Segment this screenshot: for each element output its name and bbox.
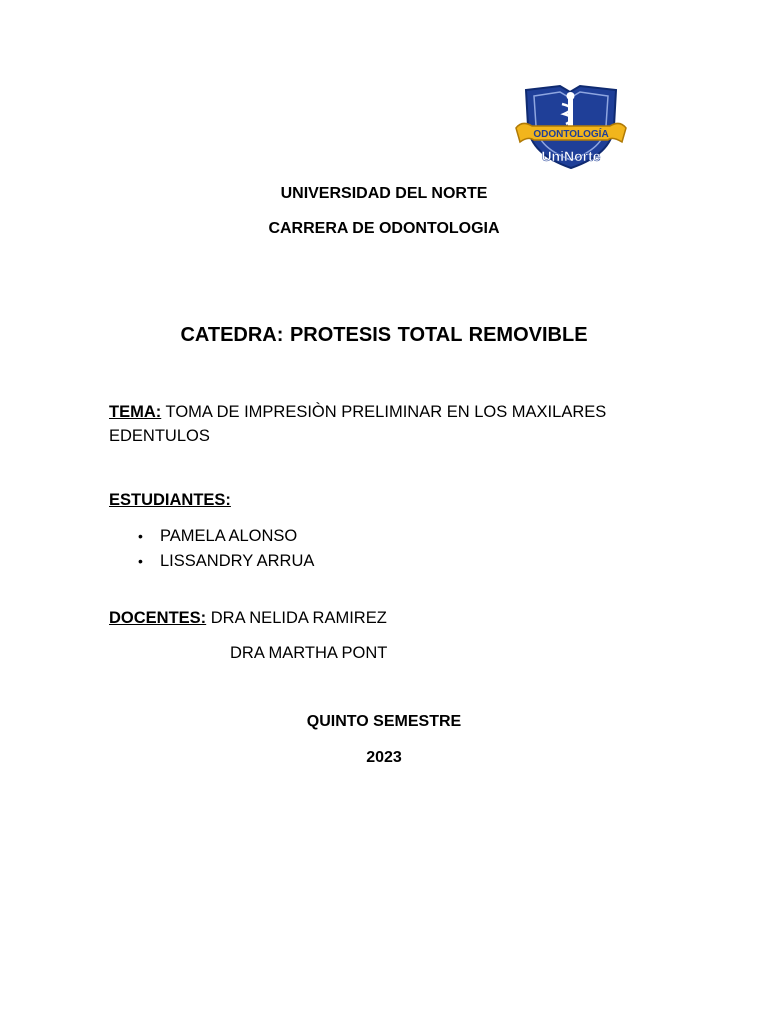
catedra-title: CATEDRA: PROTESIS TOTAL REMOVIBLE	[180, 324, 588, 346]
semestre: QUINTO SEMESTRE	[306, 713, 462, 730]
estudiantes-list	[138, 526, 314, 576]
docentes-label: DOCENTES:	[109, 609, 207, 627]
docentes-section	[109, 609, 387, 628]
tema-text: TOMA DE IMPRESIÒN PRELIMINAR EN LOS MAXILARES EDENTULOS	[109, 403, 607, 445]
bullet-icon: •	[138, 528, 143, 544]
logo-banner-text: ODONTOLOGÍA	[533, 129, 609, 140]
bullet-icon: •	[138, 553, 143, 569]
estudiantes-label: ESTUDIANTES:	[109, 491, 231, 509]
logo-brand-text: UniNorte	[541, 148, 601, 164]
docente-first: DRA NELIDA RAMIREZ	[206, 609, 387, 627]
student-name: LISSANDRY ARRUA	[160, 552, 315, 570]
uninorte-odontologia-logo	[512, 82, 630, 170]
list-item	[138, 526, 314, 551]
tema-label: TEMA:	[109, 403, 162, 421]
university-name: UNIVERSIDAD DEL NORTE	[280, 185, 488, 202]
docente-second: DRA MARTHA PONT	[230, 644, 388, 662]
year: 2023	[366, 749, 402, 766]
list-item	[138, 551, 314, 576]
career-name: CARRERA DE ODONTOLOGIA	[268, 220, 500, 237]
student-name: PAMELA ALONSO	[160, 527, 298, 545]
tema-section	[109, 400, 689, 448]
